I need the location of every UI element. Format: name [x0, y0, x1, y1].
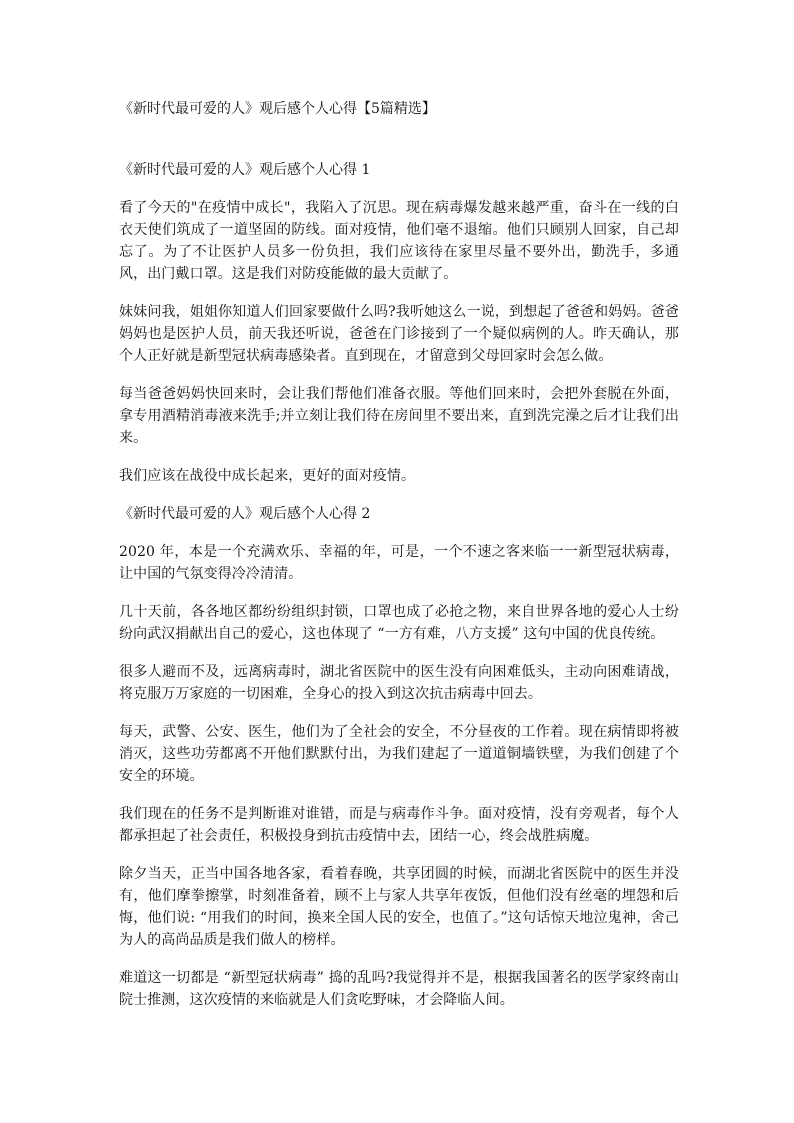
paragraph: 看了今天的"在疫情中成长"，我陷入了沉思。现在病毒爆发越来越严重，奋斗在一线的白衣天使们筑成了一道坚固的防线。面对疫情，他们毫不退缩。他们只顾别人回家，自己却忘了。为了不让医护人员多一份负担，我们应该待在家里尽量不要外出，勤洗手，多通风，出门戴口罩。这是我们对防疫能做的最大贡献了。 [119, 200, 679, 282]
document-page [119, 98, 679, 1027]
paragraph: 妹妹问我，姐姐你知道人们回家要做什么吗?我听她这么一说，到想起了爸爸和妈妈。爸爸妈妈也是医护人员，前天我还听说，爸爸在门诊接到了一个疑似病例的人。昨天确认，那个人正好就是新型冠状病毒感染者。直到现在，才留意到父母回家时会怎么做。 [119, 304, 679, 364]
paragraph: 每当爸爸妈妈快回来时，会让我们帮他们准备衣服。等他们回来时，会把外套脱在外面，拿专用酒精消毒液来洗手;并立刻让我们待在房间里不要出来，直到洗完澡之后才让我们出来。 [119, 386, 679, 446]
section-1 [119, 159, 679, 487]
paragraph: 难道这一切都是 “新型冠状病毒” 捣的乱吗?我觉得并不是，根据我国著名的医学家终南山院士推测，这次疫情的来临就是人们贪吃野味，才会降临人间。 [119, 970, 679, 1008]
paragraph: 很多人避而不及，远离病毒时，湖北省医院中的医生没有向困难低头，主动向困难请战，将克服万万家庭的一切困难，全身心的投入到这次抗击病毒中回去。 [119, 664, 679, 702]
section-heading: 《新时代最可爱的人》观后感个人心得 1 [119, 162, 371, 178]
section-2 [119, 503, 679, 1011]
paragraph: 每天，武警、公安、医生，他们为了全社会的安全，不分昼夜的工作着。现在病情即将被消灭，这些功劳都离不开他们默默付出，为我们建起了一道道铜墙铁壁，为我们创建了个安全的环境。 [119, 724, 679, 784]
paragraph: 2020 年，本是一个充满欢乐、幸福的年，可是，一个不速之客来临一一新型冠状病毒，让中国的气氛变得冷冷清清。 [119, 544, 679, 582]
paragraph: 几十天前，各各地区都纷纷组织封锁，口罩也成了必抢之物，来自世界各地的爱心人士纷纷向武汉捐献出自己的爱心，这也体现了 “一方有难，八方支援” 这句中国的优良传统。 [119, 604, 679, 642]
paragraph: 我们现在的任务不是判断谁对谁错，而是与病毒作斗争。面对疫情，没有旁观者，每个人都承担起了社会责任，积极投身到抗击疫情中去，团结一心，终会战胜病魔。 [119, 806, 679, 844]
paragraph: 除夕当天，正当中国各地各家，看着春晚，共享团圆的时候，而湖北省医院中的医生并没有，他们摩拳擦掌，时刻准备着，顾不上与家人共享年夜饭，但他们没有丝毫的埋怨和后悔，他们说: “用我们的时间，换来全国人民的安全，也值了。”这句话惊天地泣鬼神，舍己为人的高尚品质是我们做人的榜样。 [119, 866, 679, 948]
document-title: 《新时代最可爱的人》观后感个人心得【5篇精选】 [119, 101, 436, 117]
section-heading: 《新时代最可爱的人》观后感个人心得 2 [119, 506, 371, 522]
paragraph: 我们应该在战役中成长起来，更好的面对疫情。 [119, 468, 416, 484]
